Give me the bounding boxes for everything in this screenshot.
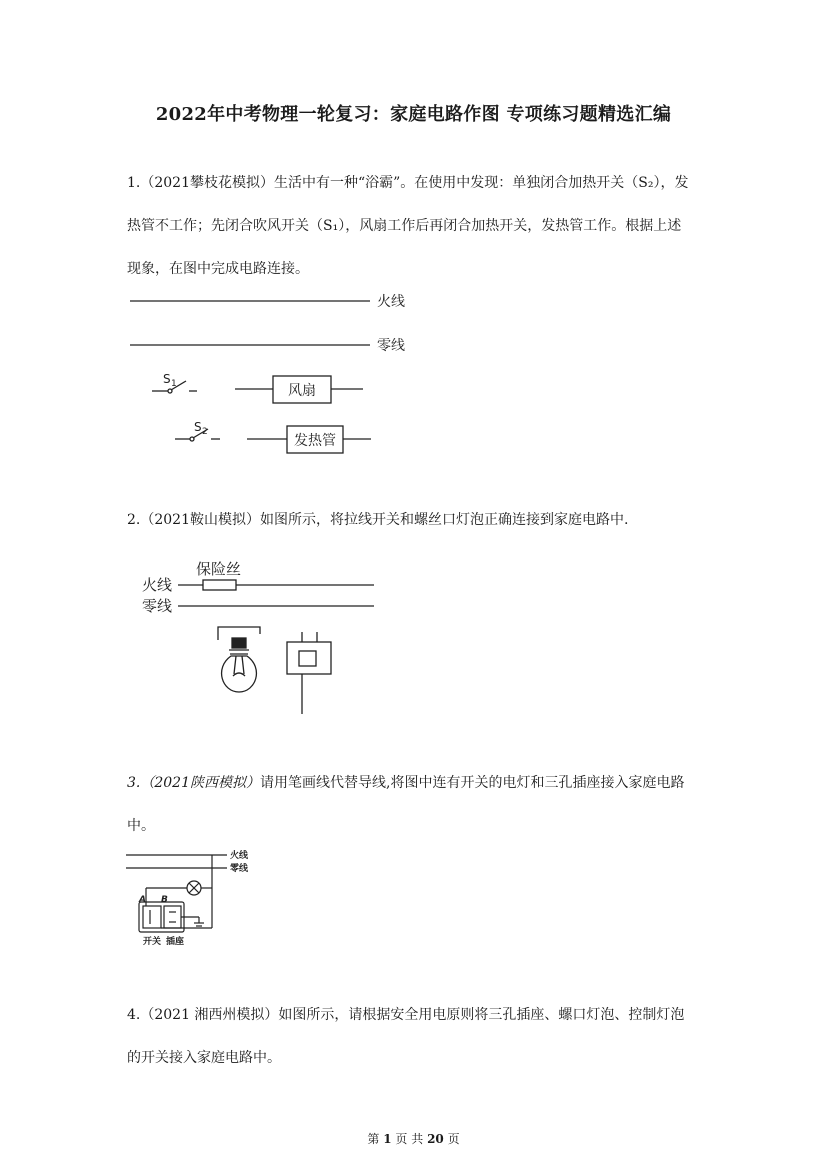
question-1-line-3: 现象，在图中完成电路连接。 — [127, 261, 309, 277]
footer-suffix: 页 — [447, 1132, 460, 1146]
fig2-neutral-label: 零线 — [142, 597, 173, 615]
fig2-fuse-label: 保险丝 — [196, 560, 242, 578]
fig3-caption-switch: 开关 — [143, 937, 162, 947]
fig2-bulb — [222, 656, 257, 692]
fig2-live-label: 火线 — [142, 576, 173, 594]
footer-middle: 页 共 — [395, 1132, 424, 1146]
footer-total-pages: 20 — [427, 1132, 444, 1146]
fig2-fuse — [203, 580, 236, 590]
fig3-switch-box — [143, 906, 161, 928]
fig1-live-label: 火线 — [377, 294, 405, 310]
question-3-source: 3.（2021陕西模拟） — [127, 775, 260, 791]
figure-2-circuit — [140, 552, 385, 722]
question-3-line-1 — [127, 762, 707, 805]
fig3-neutral-label: 零线 — [230, 864, 249, 874]
fig1-s1-letter: S — [163, 372, 171, 386]
fig1-s1-sub: 1 — [171, 379, 177, 389]
page-footer — [0, 1130, 827, 1147]
fig3-socket-box — [164, 906, 181, 928]
question-1-line-1: 1.（2021攀枝花模拟）生活中有一种“浴霸”。在使用中发现：单独闭合加热开关（S₂），发 — [127, 175, 689, 191]
page-title: 2022年中考物理一轮复习：家庭电路作图 专项练习题精选汇编 — [155, 104, 672, 125]
question-2 — [127, 499, 707, 542]
fig3-caption-socket: 插座 — [166, 937, 185, 947]
fig1-s2-letter: S — [194, 420, 202, 434]
footer-page-number: 1 — [383, 1132, 392, 1146]
footer-prefix: 第 — [367, 1132, 380, 1146]
fig1-s2-sub: 2 — [202, 427, 208, 437]
question-2-line-1: 2.（2021鞍山模拟）如图所示，将拉线开关和螺丝口灯泡正确连接到家庭电路中. — [127, 512, 629, 528]
fig1-fan-label: 风扇 — [288, 383, 316, 399]
question-1 — [127, 162, 707, 291]
question-4 — [127, 994, 707, 1080]
fig3-live-label: 火线 — [230, 851, 249, 861]
question-4-line-1: 4.（2021 湘西州模拟）如图所示，请根据安全用电原则将三孔插座、螺口灯泡、控制灯泡 — [127, 1007, 685, 1023]
figure-1-circuit — [125, 288, 425, 463]
fig2-socket-inner — [299, 651, 316, 666]
figure-3-circuit — [124, 848, 259, 953]
fig2-socket-outer — [287, 642, 331, 674]
question-3-line-2: 中。 — [127, 818, 155, 834]
fig1-heater-label: 发热管 — [294, 433, 336, 449]
fig3-label-a: A — [139, 895, 146, 905]
question-4-line-2: 的开关接入家庭电路中。 — [127, 1050, 281, 1066]
fig3-label-b: B — [161, 895, 168, 905]
question-1-line-2: 热管不工作；先闭合吹风开关（S₁），风扇工作后再闭合加热开关，发热管工作。根据上述 — [127, 218, 682, 234]
question-3 — [127, 762, 707, 848]
question-3-text: 请用笔画线代替导线,将图中连有开关的电灯和三孔插座接入家庭电路 — [260, 775, 685, 791]
fig1-neutral-label: 零线 — [377, 338, 405, 354]
